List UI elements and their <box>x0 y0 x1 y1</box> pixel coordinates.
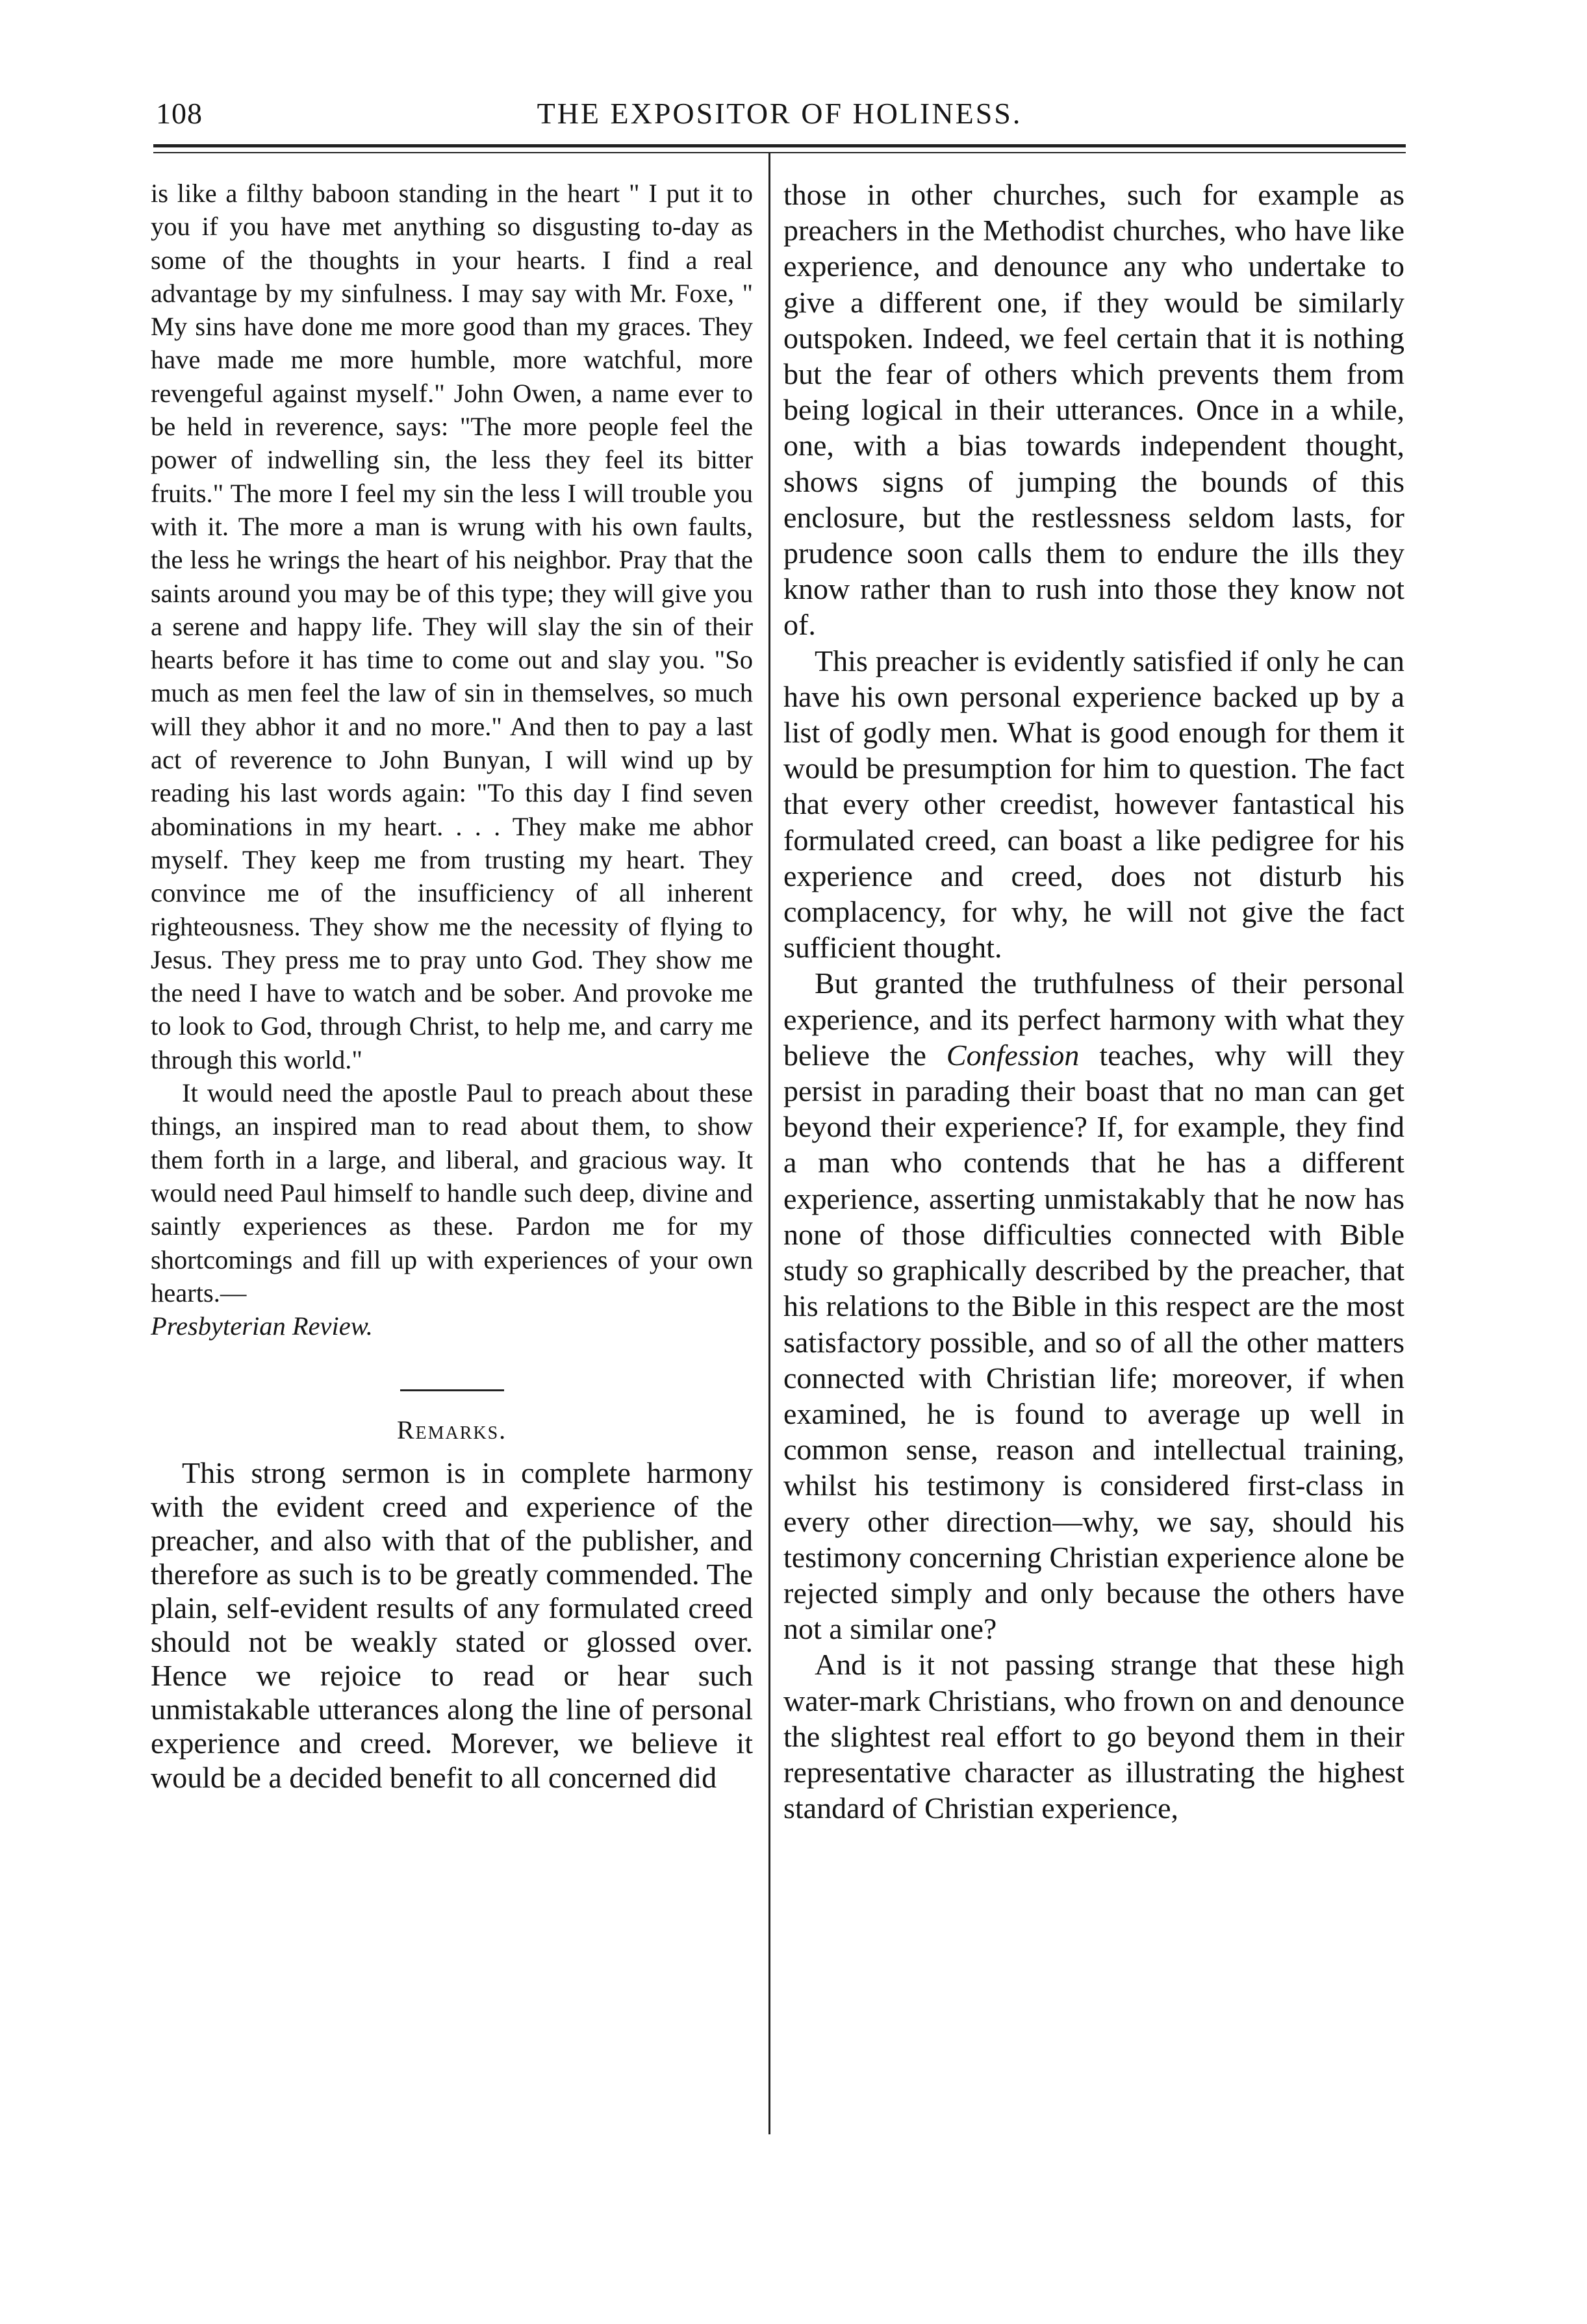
remarks-paragraph: This strong sermon is in complete harmony with the evident creed and experience of the preacher, and also with that of the publisher, and therefore as such is to be greatly commended. The plain, self-evident results of any formulated creed should not be weakly stated or glossed over. Hence we rejoice to read or hear such unmistakable utterances along the line of personal experience and creed. Morever, we believe it would be a decided benefit to all concerned did <box>151 1456 753 1794</box>
running-title: THE EXPOSITOR OF HOLINESS. <box>537 97 1022 130</box>
right-paragraph-3-end: teaches, why will they persist in parading their boast that no man can get beyond their experience? If, for example, they find a man who contends that he has a different experience, asserting unmistakably that he now has none of those difficulties connected with Bible study so graphically described by the preacher, that his relations to the Bible in this respect are the most satisfactory possible, and so of all the other matters connected with Christian life; moreover, if when examined, he is found to average up well in common sense, reason and intellectual training, whilst his testimony is considered first-class in every other direction—why, we say, should his testimony concerning Christian experience alone be rejected simply and only because the others have not a similar one? <box>783 1038 1404 1646</box>
left-column <box>151 177 753 1795</box>
sermon-continuation-paragraph: is like a filthy baboon standing in the heart " I put it to you if you have met anything so disgusting to-day as some of the thoughts in your hearts. I find a real advantage by my sinfulness. I may say with Mr. Foxe, " My sins have done me more good than my graces. They have made me more humble, more watchful, more revengeful against myself." John Owen, a name ever to be held in reverence, says: "The more people feel the power of indwelling sin, the less they feel its bitter fruits." The more I feel my sin the less I will trouble you with it. The more a man is wrung with his own faults, the less he wrings the heart of his neighbor. Pray that the saints around you may be of this type; they will give you a serene and happy life. They will slay the sin of their hearts before it has time to come out and slay you. "So much as men feel the law of sin in themselves, so much will they abhor it and no more." And then to pay a last act of reverence to John Bunyan, I will wind up by reading his last words again: "To this day I find seven abominations in my heart. . . . They make me abhor myself. They keep me from trusting my heart. They convince me of the insufficiency of all inherent righteousness. They show me the necessity of flying to Jesus. They press me to pray unto God. They show me the need I have to watch and be sober. And provoke me to look to God, through Christ, to help me, and carry me through this world." <box>151 179 753 1074</box>
page-number: 108 <box>156 97 203 130</box>
column-divider <box>768 153 770 2134</box>
confession-italic: Confession <box>946 1038 1080 1072</box>
sermon-closing-paragraph <box>151 1076 753 1343</box>
right-paragraph-3 <box>783 965 1404 1647</box>
header-rule-thin <box>153 152 1406 153</box>
page-header <box>156 96 1403 142</box>
right-paragraph-1: those in other churches, such for example as preachers in the Methodist churches, who have like experience, and denounce any who undertake to give a different one, if they would be similarly outspoken. Indeed, we feel certain that it is nothing but the fear of others which prevents them from being logical in their utterances. Once in a while, one, with a bias towards independent thought, shows signs of jumping the bounds of this enclosure, but the restlessness seldom lasts, for prudence soon calls them to endure the ills they know rather than to rush into those they know not of. <box>783 178 1404 642</box>
right-paragraph-4: And is it not passing strange that these high water-mark Christians, who frown on and denounce the slightest real effort to go beyond them in their representative character as illustrating the highest standard of Christian experience, <box>783 1648 1404 1825</box>
right-paragraph-2: This preacher is evidently satisfied if only he can have his own personal experience backed up by a list of godly men. What is good enough for them it would be presumption for him to question. The fact that every other creedist, however fantastical his formulated creed, can boast a like pedigree for his experience and creed, does not disturb his complacency, for why, he will not give the fact sufficient thought. <box>783 644 1404 965</box>
header-rule-thick <box>153 144 1406 147</box>
right-paragraph-3-start: But granted the truthfulness of their personal experience, and its perfect harmony with what they believe the <box>783 966 1404 1072</box>
sermon-closing-text: It would need the apostle Paul to preach about these things, an inspired man to read about them, to show them forth in a large, and liberal, and gracious way. It would need Paul himself to handle such deep, divine and saintly experiences as these. Pardon me for my shortcomings and fill up with experiences of your own hearts.— <box>151 1078 753 1307</box>
right-column <box>783 177 1404 1826</box>
remarks-heading: Remarks. <box>396 1415 507 1445</box>
source-attribution: Presbyterian Review. <box>151 1311 373 1341</box>
section-divider <box>400 1389 504 1391</box>
